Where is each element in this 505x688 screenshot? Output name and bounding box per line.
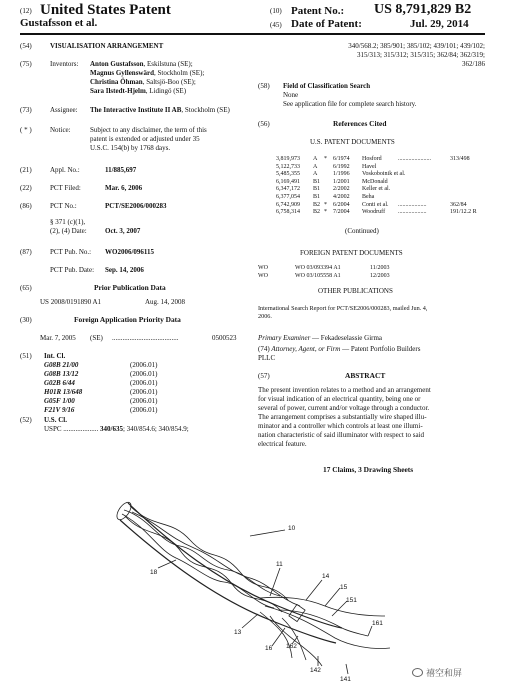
us-ref-no: 6,742,909 [276, 201, 300, 208]
figure-label: 142 [310, 667, 321, 674]
inventor-short: Gustafsson et al. [20, 17, 98, 29]
abstract-line: The present invention relates to a method and an arrangement [258, 386, 431, 394]
intcl-class: G02B 6/44 [44, 379, 75, 387]
us-ref-date: 6/1992 [333, 163, 350, 170]
notice-code: ( * ) [20, 126, 32, 134]
us-ref-kind: A [313, 171, 318, 178]
appl-code: (21) [20, 166, 32, 174]
s371-label: § 371 (c)(1), [50, 218, 86, 226]
figure-label: 18 [150, 569, 158, 576]
inventors-label: Inventors: [50, 60, 79, 68]
notice-line: patent is extended or adjusted under 35 [90, 135, 200, 143]
appl-number: 11/885,697 [105, 166, 137, 174]
inventor-line: Christina Öhman, Saltsjö-Boo (SE); [90, 78, 196, 86]
inventors-code: (75) [20, 60, 32, 68]
uspc-cont-line: 340/568.2; 385/901; 385/102; 439/101; 439/102; [348, 42, 485, 50]
primary-examiner: Primary Examiner — Fekadeselassie Girma [258, 334, 383, 342]
prior-number: US 2008/0191890 A1 [40, 298, 102, 306]
inventor-line: Magnus Gyllenswärd, Stockholm (SE); [90, 69, 205, 77]
field-none: None [283, 91, 299, 99]
intcl-version: (2006.01) [130, 397, 158, 405]
foreign-ref-cc: WO [258, 273, 268, 279]
field-title: Field of Classification Search [283, 82, 371, 90]
other-pubs-title: OTHER PUBLICATIONS [318, 287, 393, 295]
us-ref-no: 5,485,355 [276, 171, 300, 178]
uscl-title: U.S. Cl. [44, 416, 67, 424]
attorney-line-2: PLLC [258, 354, 276, 362]
prior-title: Prior Publication Data [94, 283, 166, 292]
field-see: See application file for complete search history. [283, 100, 417, 108]
us-ref-no: 3,819,973 [276, 156, 300, 162]
uscl-code: (52) [20, 416, 32, 424]
intcl-class: G08B 13/12 [44, 370, 79, 378]
us-ref-date: 7/2004 [333, 209, 350, 216]
inventor-line: Sara Ilstedt-Hjelm, Lidingö (SE) [90, 87, 187, 95]
abstract-line: several of power, current and/or voltage through a conductor. [258, 404, 430, 412]
foreign-leader: ...................................... [112, 334, 179, 342]
patent-number: US 8,791,829 B2 [374, 2, 472, 17]
appl-label: Appl. No.: [50, 166, 80, 174]
claims-summary: 17 Claims, 3 Drawing Sheets [323, 465, 414, 474]
figure-label: 16 [265, 645, 273, 652]
figure-label: 15 [340, 584, 348, 591]
assignee-line: The Interactive Institute II AB, Stockholm (SE) [90, 106, 230, 114]
intcl-class: G08B 21/00 [44, 361, 79, 369]
us-ref-cls: 313/498 [450, 156, 470, 162]
us-ref-kind: B1 [313, 186, 321, 193]
invention-title: VISUALISATION ARRANGEMENT [50, 42, 164, 50]
us-ref-name: Havel [362, 163, 377, 170]
us-ref-name: Conti et al. [362, 201, 389, 208]
figure-label: 10 [288, 525, 296, 532]
refs-title: References Cited [333, 119, 387, 128]
us-ref-no: 5,122,733 [276, 163, 300, 170]
patent-no-label: Patent No.: [291, 5, 345, 17]
abstract-code: (57) [258, 372, 270, 380]
notice-line: Subject to any disclaimer, the term of this [90, 126, 207, 134]
us-ref-name: Voskoboinik et al. [362, 171, 406, 178]
pub-number: WO2006/096115 [105, 248, 155, 256]
assignee-code: (73) [20, 106, 32, 114]
us-ref-name: Woodruff [362, 209, 386, 216]
intcl-code: (51) [20, 352, 32, 360]
us-ref-kind: A [313, 163, 318, 170]
other-pub-line: International Search Report for PCT/SE2006/000283, mailed Jun. 4, [258, 305, 428, 312]
us-ref-kind: B2 [313, 201, 321, 208]
intcl-version: (2006.01) [130, 406, 158, 414]
pct-filed-label: PCT Filed: [50, 184, 81, 192]
foreign-number: 0500523 [212, 334, 237, 342]
pct-number: PCT/SE2006/000283 [105, 202, 167, 210]
foreign-ref-date: 11/2003 [370, 265, 390, 271]
foreign-ref-no: WO 03/105558 A1 [295, 273, 341, 279]
attorney: (74) Attorney, Agent, or Firm — Patent Portfolio Builders [258, 345, 421, 353]
us-ref-kind: B1 [313, 178, 321, 185]
us-ref-no: 6,169,491 [276, 178, 300, 185]
header-rule [20, 33, 485, 35]
us-docs-title: U.S. PATENT DOCUMENTS [310, 138, 395, 146]
us-ref-cls: 362/84 [450, 201, 467, 208]
abstract-title: ABSTRACT [345, 371, 386, 380]
figure-label: 14 [322, 573, 330, 580]
us-ref-name: Beha [362, 194, 375, 200]
us-ref-date: 6/2004 [333, 201, 350, 208]
us-ref-name: Keller et al. [362, 186, 391, 193]
uspc-line: USPC .................... 340/635; 340/854.6; 340/854.9; [44, 425, 189, 433]
intcl-version: (2006.01) [130, 370, 158, 378]
us-ref-star: * [324, 201, 327, 208]
inventor-line: Anton Gustafsson, Eskilstuna (SE); [90, 60, 193, 68]
intcl-version: (2006.01) [130, 361, 158, 369]
refs-continued: (Continued) [345, 227, 379, 235]
foreign-code: (30) [20, 316, 32, 324]
pct-filed-code: (22) [20, 184, 32, 192]
pct-no-label: PCT No.: [50, 202, 77, 210]
foreign-title: Foreign Application Priority Data [74, 315, 181, 324]
us-ref-dots: ...................... [398, 156, 431, 162]
figure-label: 141 [340, 676, 351, 683]
pub-no-label: PCT Pub. No.: [50, 248, 92, 256]
us-ref-no: 6,758,314 [276, 209, 300, 216]
intcl-class: G05F 1/00 [44, 397, 75, 405]
us-ref-kind: A [313, 156, 318, 162]
abstract-line: minator and a controller which controls at least one illumi- [258, 422, 423, 430]
us-ref-star: * [324, 156, 327, 162]
us-ref-name: Hosford [362, 156, 382, 162]
notice-label: Notice: [50, 126, 71, 134]
us-ref-date: 1/2001 [333, 178, 350, 185]
abstract-line: electrical feature. [258, 440, 307, 448]
other-pub-line: 2006. [258, 313, 272, 320]
us-ref-dots: ................... [398, 201, 427, 208]
pub-date-label: PCT Pub. Date: [50, 266, 95, 274]
patent-drawing [110, 488, 410, 683]
figure-label: 11 [276, 561, 283, 568]
prior-date: Aug. 14, 2008 [145, 298, 186, 306]
foreign-docs-title: FOREIGN PATENT DOCUMENTS [300, 249, 403, 257]
patent-no-code: (10) [270, 7, 282, 15]
us-ref-kind: B2 [313, 209, 321, 216]
figure-label: 161 [372, 620, 383, 627]
us-ref-dots: ................... [398, 209, 427, 216]
foreign-ref-cc: WO [258, 265, 268, 271]
intcl-class: F21V 9/16 [44, 406, 75, 414]
foreign-ref-date: 12/2003 [370, 273, 390, 279]
pub-no-code: (87) [20, 248, 32, 256]
patent-date: Jul. 29, 2014 [410, 18, 469, 30]
refs-code: (56) [258, 120, 270, 128]
title-code: (54) [20, 42, 32, 50]
wechat-icon [412, 668, 423, 677]
intcl-title: Int. Cl. [44, 352, 66, 360]
abstract-line: nation characteristic of said illuminator with respect to said [258, 431, 425, 439]
pct-filed-date: Mar. 6, 2006 [105, 184, 143, 192]
uspc-cont-line: 315/313; 315/312; 315/315; 362/84; 362/319; [357, 51, 485, 59]
field-code: (58) [258, 82, 270, 90]
watermark-text: 禧空和屏 [426, 669, 463, 679]
foreign-ref-no: WO 03/093394 A1 [295, 265, 341, 271]
figure-label: 151 [346, 597, 357, 604]
us-ref-no: 6,347,172 [276, 186, 300, 193]
pub-date: Sep. 14, 2006 [105, 266, 144, 274]
uspc-cont-line: 362/186 [462, 60, 485, 68]
date-code: (45) [270, 21, 282, 29]
us-ref-date: 2/2002 [333, 186, 350, 193]
pct-no-code: (86) [20, 202, 32, 210]
foreign-date: Mar. 7, 2005 [40, 334, 76, 342]
us-ref-date: 1/1996 [333, 171, 350, 178]
s371-date: Oct. 3, 2007 [105, 227, 141, 235]
abstract-line: The arrangement comprises a substantially wire shaped illu- [258, 413, 427, 421]
prior-code: (65) [20, 284, 32, 292]
watermark [412, 666, 462, 679]
assignee-label: Assignee: [50, 106, 78, 114]
us-ref-date: 6/1974 [333, 156, 350, 162]
us-ref-name: McDonald [362, 178, 388, 185]
notice-line: U.S.C. 154(b) by 1768 days. [90, 144, 171, 152]
date-label: Date of Patent: [291, 18, 362, 30]
figure-label: 13 [234, 629, 242, 636]
doc-type-title: United States Patent [40, 2, 171, 18]
intcl-version: (2006.01) [130, 379, 158, 387]
us-ref-cls: 191/12.2 R [450, 209, 477, 216]
us-ref-no: 6,377,054 [276, 194, 300, 200]
s371-label-2: (2), (4) Date: [50, 227, 87, 235]
us-ref-kind: B1 [313, 194, 321, 200]
foreign-country: (SE) [90, 334, 103, 342]
intcl-version: (2006.01) [130, 388, 158, 396]
us-ref-star: * [324, 209, 327, 216]
us-ref-date: 4/2002 [333, 194, 350, 200]
doc-type-code: (12) [20, 7, 32, 15]
intcl-class: H01R 13/648 [44, 388, 83, 396]
figure-label: 162 [286, 643, 297, 650]
abstract-line: for visual indication of an electrical quantity, being one or [258, 395, 421, 403]
